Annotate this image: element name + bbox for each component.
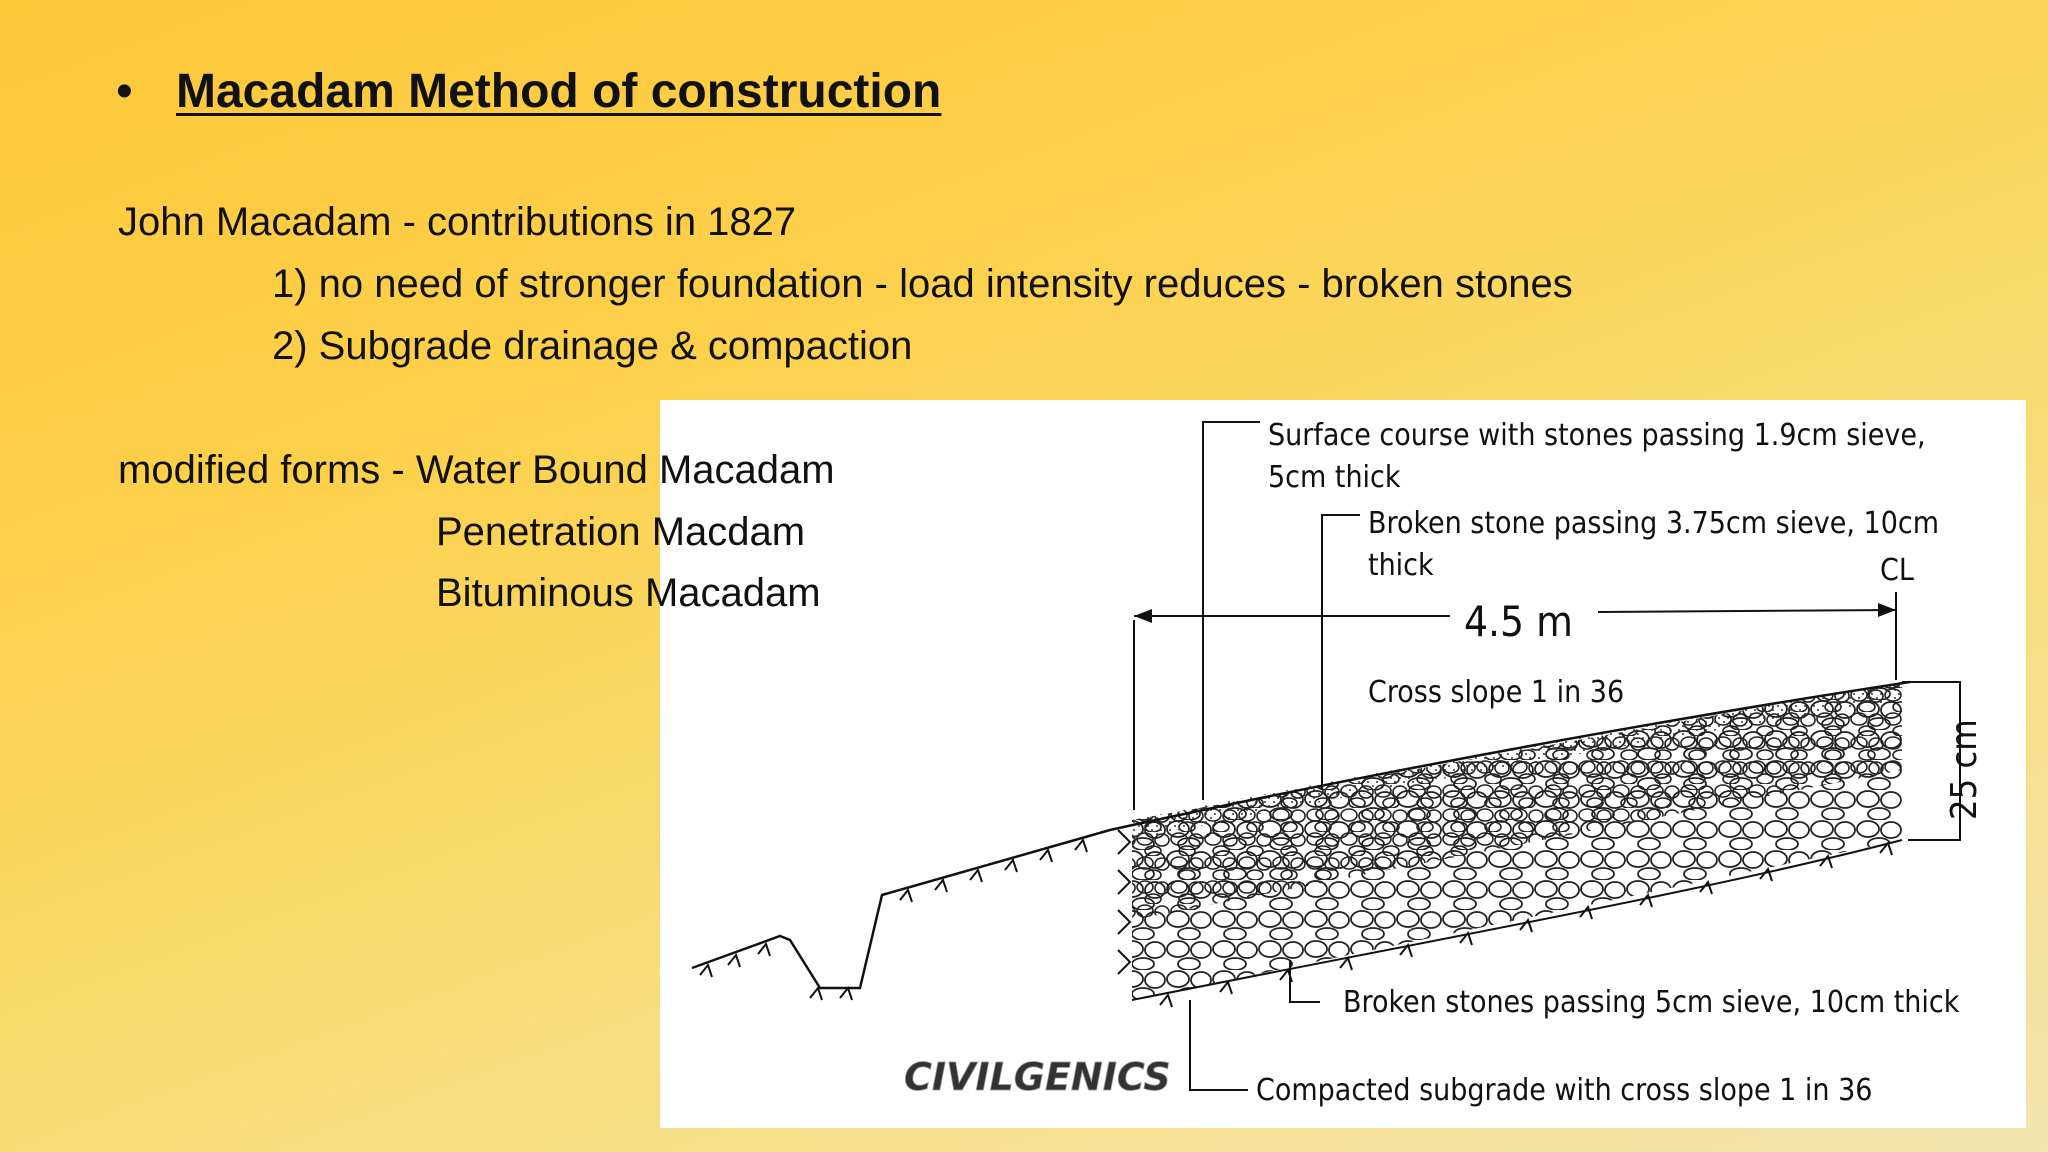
label-width: 4.5 m [1464,597,1573,646]
label-surface-2: 5cm thick [1268,460,1401,495]
modified-form-bituminous: Bituminous Macadam [436,571,821,615]
label-surface-1: Surface course with stones passing 1.9cm sieve, [1268,418,1926,453]
label-centerline: CL [1880,553,1914,588]
modified-forms-line: modified forms - Water Bound Macadam [118,448,835,492]
watermark-logo: CIVILGENICS [904,1055,1171,1099]
diagram-svg [660,400,2026,1128]
intro-line: John Macadam - contributions in 1827 [118,200,797,244]
slide-title: Macadam Method of construction [176,65,942,118]
label-base-course: Broken stones passing 5cm sieve, 10cm thick [1343,985,1960,1020]
arrow-left [1134,609,1152,623]
point-1: 1) no need of stronger foundation - load intensity reduces - broken stones [272,262,1573,306]
ground-and-drain [692,830,1110,988]
label-depth: 25 cm [1944,719,1985,820]
arrow-right [1878,603,1896,617]
modified-form-penetration: Penetration Macdam [436,510,806,554]
point-2: 2) Subgrade drainage & compaction [272,324,913,368]
bullet: • [116,65,133,118]
edge-marks [1118,830,1130,974]
leader-lines [1190,422,1360,1090]
label-broken-1: Broken stone passing 3.75cm sieve, 10cm [1368,506,1939,541]
macadam-cross-section-diagram [660,400,2026,1128]
label-broken-2: thick [1368,548,1434,583]
label-subgrade: Compacted subgrade with cross slope 1 in 36 [1256,1073,1873,1108]
label-cross-slope: Cross slope 1 in 36 [1368,675,1625,710]
